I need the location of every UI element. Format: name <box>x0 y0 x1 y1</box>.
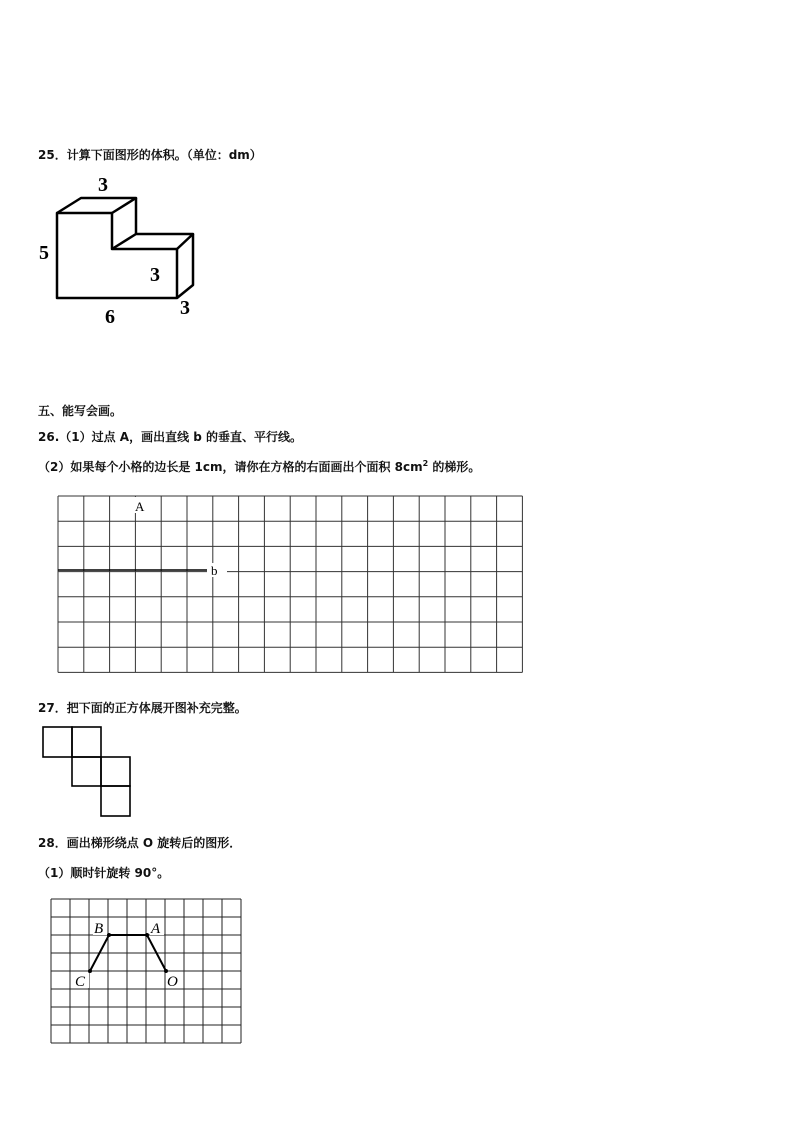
section5-title: 五、能写会画。 <box>38 404 123 418</box>
q26-part2-sup: 2 <box>422 459 429 468</box>
q25-lshape-figure <box>30 170 210 330</box>
point-o-label: O <box>167 974 178 990</box>
point-c-label: C <box>75 974 86 990</box>
q26-part2-text-end: 的梯形。 <box>428 460 481 474</box>
q25-prompt: 25．计算下面图形的体积。（单位：dm） <box>38 148 262 162</box>
q25-label-left: 5 <box>39 242 49 264</box>
q26-part2 <box>38 458 480 475</box>
q27-cube-net <box>40 725 135 820</box>
q28-grid <box>48 896 248 1046</box>
q25-label-depth: 3 <box>180 297 190 319</box>
q25-label-step: 3 <box>150 264 160 286</box>
q26-grid <box>55 493 527 675</box>
line-b-label: b <box>211 563 218 578</box>
q26-part1: 26.（1）过点 A，画出直线 b 的垂直、平行线。 <box>38 430 303 444</box>
q28-prompt: 28．画出梯形绕点 O 旋转后的图形． <box>38 836 242 850</box>
q28-sub1: （1）顺时针旋转 90°。 <box>38 866 170 880</box>
q25-label-top: 3 <box>98 174 108 196</box>
point-b-label: B <box>94 921 104 937</box>
q26-part2-text: （2）如果每个小格的边长是 1cm，请你在方格的右面画出个面积 8cm <box>38 460 423 474</box>
point-a-label: A <box>135 499 145 514</box>
q27-prompt: 27．把下面的正方体展开图补充完整。 <box>38 701 247 715</box>
q25-label-bottom: 6 <box>105 306 115 328</box>
point-a-label-q28: A <box>151 921 161 937</box>
